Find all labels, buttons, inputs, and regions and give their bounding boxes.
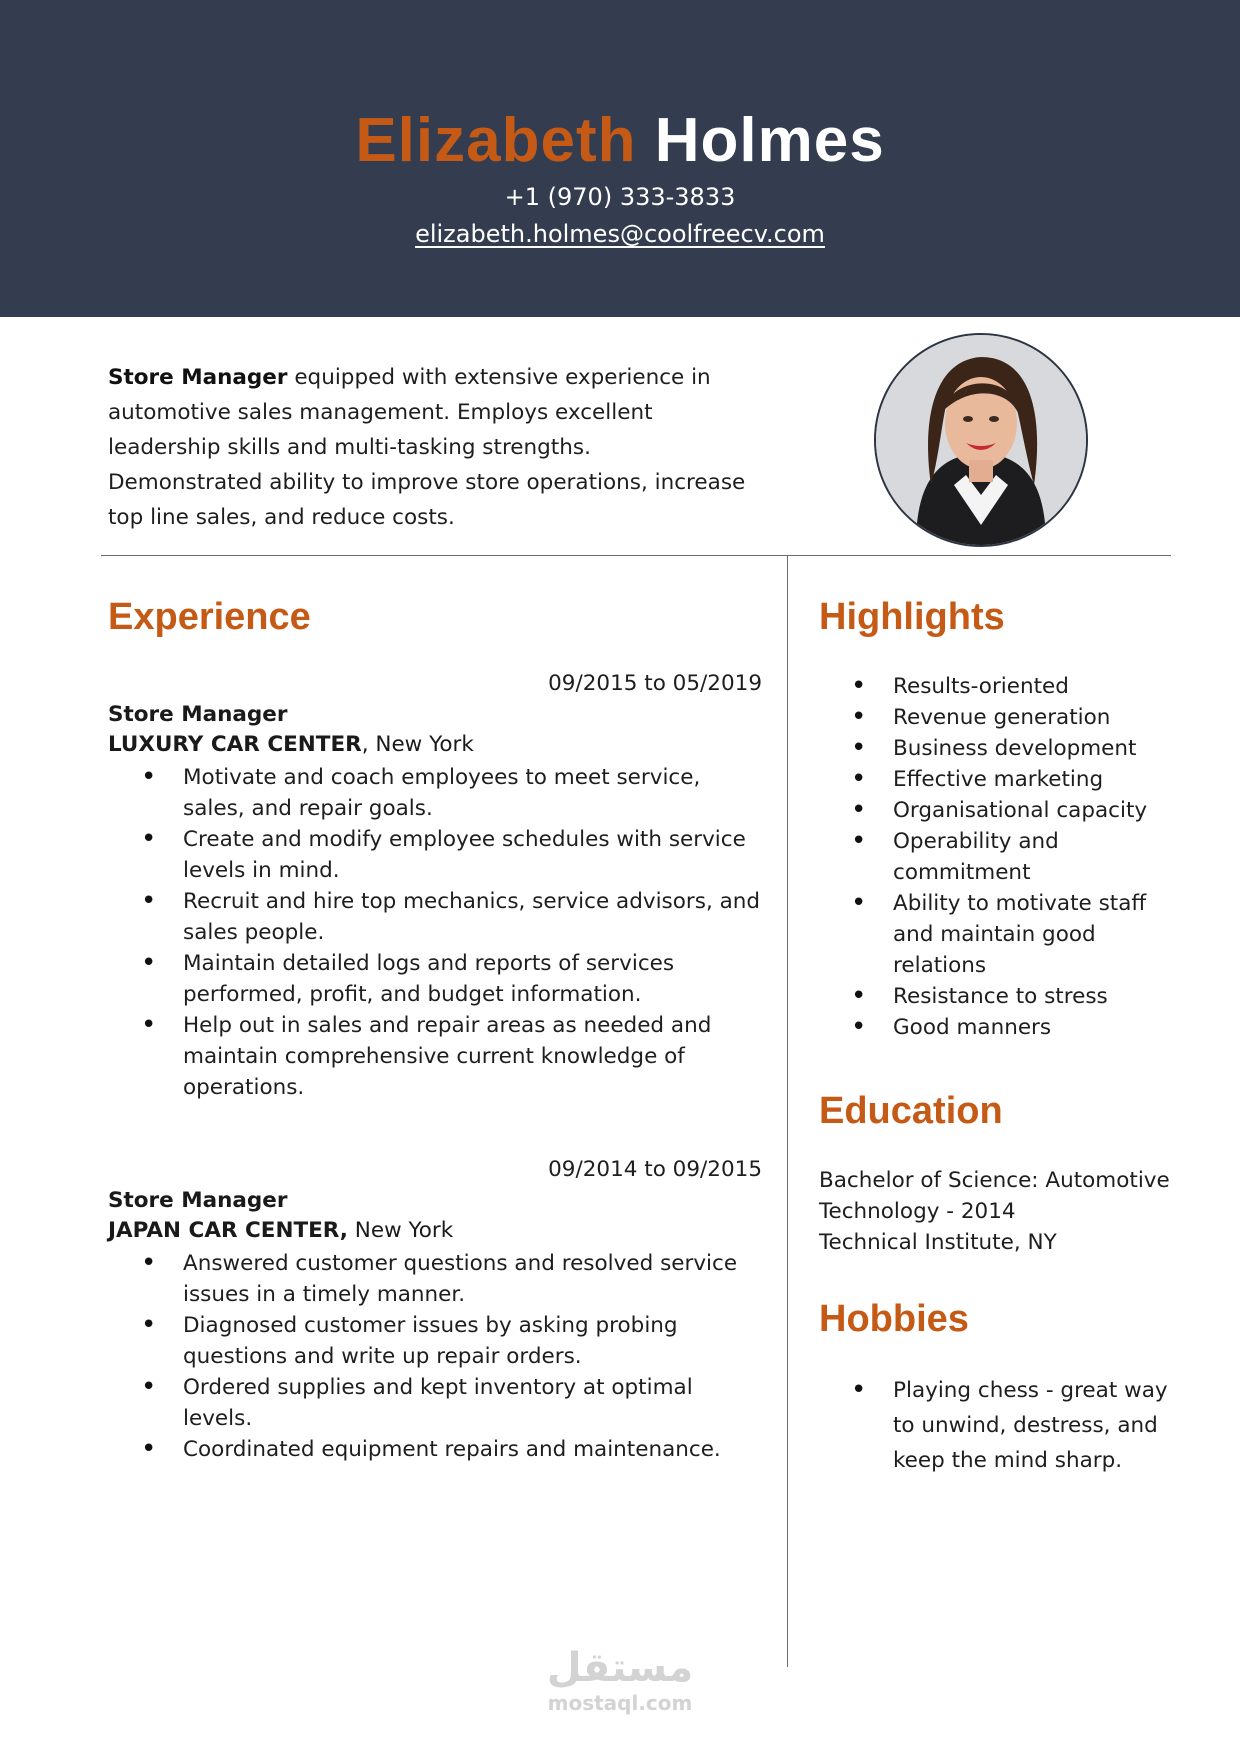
- list-item: • Playing chess - great way to unwind, destress, and keep the mind sharp.: [893, 1373, 1173, 1478]
- phone-number: +1 (970) 333-3833: [504, 183, 736, 211]
- highlights-list: [893, 671, 1183, 1043]
- education-school: Technical Institute, NY: [819, 1230, 1057, 1255]
- list-item: • Resistance to stress: [893, 981, 1183, 1012]
- hobbies-heading: Hobbies: [819, 1298, 969, 1340]
- list-item: • Results-oriented: [893, 671, 1183, 702]
- job-2-company-line: [108, 1216, 453, 1246]
- header-banner: [0, 0, 1240, 317]
- list-item: • Ordered supplies and kept inventory at optimal levels.: [183, 1372, 763, 1434]
- list-item: • Organisational capacity: [893, 795, 1183, 826]
- list-item: • Coordinated equipment repairs and maintenance.: [183, 1434, 763, 1465]
- education-degree: Bachelor of Science: Automotive Technology - 2014: [819, 1168, 1170, 1224]
- vertical-divider: [787, 555, 788, 1667]
- job-2-duties: [183, 1248, 763, 1465]
- education-heading: Education: [819, 1090, 1003, 1132]
- email-link[interactable]: elizabeth.holmes@coolfreecv.com: [415, 220, 825, 248]
- profile-summary: [108, 360, 748, 535]
- candidate-name: [0, 105, 1240, 177]
- list-item: • Motivate and coach employees to meet service, sales, and repair goals.: [183, 762, 763, 824]
- list-item: • Recruit and hire top mechanics, service advisors, and sales people.: [183, 886, 763, 948]
- job-1-role: Store Manager: [108, 702, 288, 727]
- list-item: • Revenue generation: [893, 702, 1183, 733]
- list-item: • Answered customer questions and resolved service issues in a timely manner.: [183, 1248, 763, 1310]
- job-2-location: New York: [347, 1218, 454, 1243]
- horizontal-divider: [101, 555, 1171, 556]
- hobbies-list: [893, 1373, 1173, 1478]
- last-name: Holmes: [654, 106, 885, 175]
- job-2-dates: 09/2014 to 09/2015: [548, 1157, 762, 1182]
- experience-heading: Experience: [108, 596, 311, 638]
- list-item: • Help out in sales and repair areas as needed and maintain comprehensive current knowledge of operations.: [183, 1010, 763, 1103]
- list-item: • Maintain detailed logs and reports of services performed, profit, and budget information.: [183, 948, 763, 1010]
- mostaql-watermark: [530, 1645, 710, 1725]
- list-item: • Business development: [893, 733, 1183, 764]
- portrait-icon: [876, 335, 1086, 545]
- job-1-company: LUXURY CAR CENTER: [108, 732, 362, 757]
- list-item: • Diagnosed customer issues by asking probing questions and write up repair orders.: [183, 1310, 763, 1372]
- list-item: • Create and modify employee schedules with service levels in mind.: [183, 824, 763, 886]
- list-item: • Good manners: [893, 1012, 1183, 1043]
- job-1-dates: 09/2015 to 05/2019: [548, 671, 762, 696]
- job-2-role: Store Manager: [108, 1188, 288, 1213]
- education-entry: [819, 1165, 1179, 1258]
- summary-text: equipped with extensive experience in automotive sales management. Employs excellent leadership skills and multi-tasking strengths. Demonstrated ability to improve store operations, increase top line sales, and reduce costs.: [108, 365, 746, 530]
- highlights-heading: Highlights: [819, 596, 1005, 638]
- job-2-company: JAPAN CAR CENTER,: [108, 1218, 348, 1243]
- list-item: • Operability and commitment: [893, 826, 1183, 888]
- watermark-arabic: مستقل: [546, 1645, 694, 1691]
- first-name: Elizabeth: [355, 106, 637, 175]
- job-1-company-line: [108, 730, 474, 760]
- summary-role: Store Manager: [108, 365, 288, 390]
- job-1-location: , New York: [361, 732, 474, 757]
- list-item: • Effective marketing: [893, 764, 1183, 795]
- profile-photo: [874, 333, 1088, 547]
- watermark-latin: mostaql.com: [547, 1691, 693, 1715]
- job-1-duties: [183, 762, 763, 1103]
- list-item: • Ability to motivate staff and maintain good relations: [893, 888, 1183, 981]
